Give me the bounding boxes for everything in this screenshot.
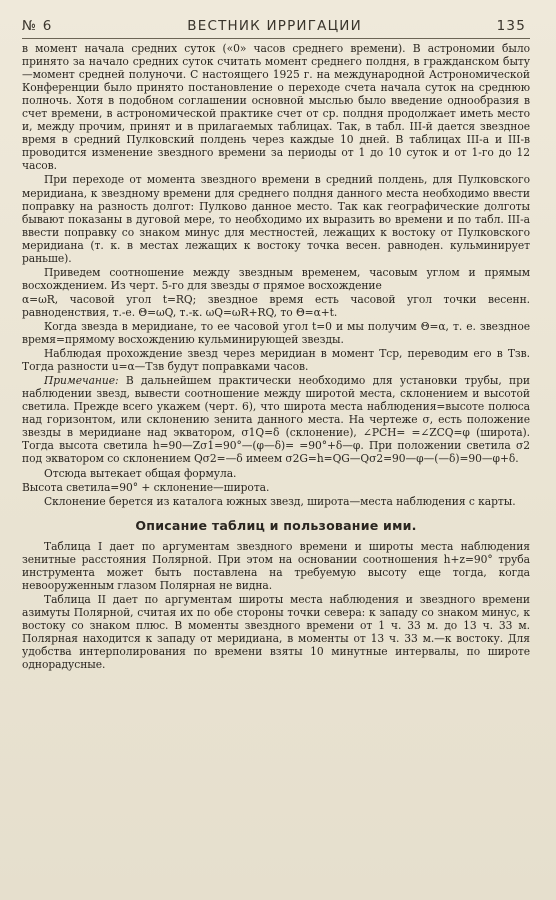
note-label: Примечание: — [44, 374, 119, 388]
running-head — [22, 18, 530, 36]
page-number: 135 — [496, 18, 526, 34]
note-text: В дальнейшем практически необходимо для установки трубы, при наблюдении звезд, вывести соотношение между широтой места, склонением и высотой светила. Прежде всего укажем (черт. 6), что широта места наблюдения=высоте полюса над горизонтом, или склонению зенита данного места. На чертеже σ, есть положение звезды в меридиане над экватором, σ1Q=δ (склонение), ∠PCH= =∠ZCQ=φ (широта). Тогда высота светила h=90—Zσ1=90°—(φ—δ)= =90°+δ—φ. При положении светила σ2 под экватором со склонением Qσ2=—δ имеем σ2G=h=QG—Qσ2=90—φ—(—δ)=90—φ+δ. — [22, 374, 530, 466]
formula-line: Высота светила=90° + склонение—широта. — [22, 480, 270, 494]
article-body — [22, 42, 530, 508]
paragraph-table-2: Таблица II дает по аргументам широты места наблюдения и звездного времени азимуты Полярной, считая их по обе стороны точки севера: к западу со знаком минус, к востоку со знаком плюс. В моменты звездного времени от 1 ч. 33 м. до 13 ч. 33 м. Полярная находится к западу от меридиана, в моменты от 13 ч. 33 м.—к востоку. Для удобства интерполирования по времени взяты 10 минутные интервалы, по широте однорадусные. — [22, 592, 530, 672]
header-rule — [22, 38, 530, 39]
paragraph-2: При переходе от момента звездного времени в средний полдень, для Пулковского меридиана, к звездному времени для среднего полдня данного места необходимо ввести поправку на разность долгот: Пулково данное место. Так как географические долготы бывают показаны в дуговой мере, то необходимо их выразить во времени и по табл. III-а ввести поправку со знаком минус для местностей, лежащих к востоку от Пулковского меридиана (т. к. в местах лежащих к востоку точка весен. равноден. кульминирует раньше). — [22, 173, 530, 265]
paragraph-4: α=ωR, часовой угол t=RQ; звездное время есть часовой угол точки весенн. равноденствия, т.-е. Θ=ωQ, т.-к. ωQ=ωR+RQ, то Θ=α+t. — [22, 292, 530, 319]
paragraph-3: Приведем соотношение между звездным временем, часовым углом и прямым восхождением. Из черт. 5-го для звезды σ прямое восхождение — [22, 265, 530, 292]
issue-number: № 6 — [22, 18, 53, 34]
paragraph-10: Склонение берется из каталога южных звезд, широта—места наблюдения с карты. — [44, 494, 516, 508]
paragraph-1: в момент начала средних суток («0» часов среднего времени). В астрономии было принято за начало средних суток считать момент среднего полдня, в гражданском быту—момент средней полуночи. С настоящего 1925 г. на международной Астрономической Конференции было принято постановление о переходе счета начала суток на среднюю полночь. Хотя в подобном соглашении основной мыслью было введение однообразия в счет времени, в астрономической практике счет от ср. полдня продолжает иметь место и, между прочим, принят и в прилагаемых таблицах. Так, в табл. III-й дается звездное время в средний Пулковский полдень через каждые 10 дней. В таблицах III-а и III-в проводится изменение звездного времени за периоды от 1 до 10 суток и от 1-го до 12 часов. — [22, 42, 530, 173]
journal-title: ВЕСТНИК ИРРИГАЦИИ — [187, 18, 362, 34]
paragraph-6: Наблюдая прохождение звезд через меридиан в момент Тср, переводим его в Тзв. Тогда разности u=α—Тзв будут поправками часов. — [22, 347, 530, 374]
section-title: Описание таблиц и пользование ими. — [135, 517, 417, 533]
paragraph-note — [22, 374, 530, 465]
paragraph-5: Когда звезда в меридиане, то ее часовой угол t=0 и мы получим Θ=α, т. е. звездное время=прямому восхождению кульминирующей звезды. — [22, 319, 530, 347]
paragraph-8: Отсюда вытекает общая формула. — [44, 466, 237, 480]
paragraph-table-1: Таблица I дает по аргументам звездного времени и широты места наблюдения зенитные расстояния Полярной. При этом на основании соотношения h+z=90° труба инструмента может быть поставлена на требуемую высоту еще тогда, когда невооруженным глазом Полярная не видна. — [22, 539, 530, 592]
section-body — [22, 540, 530, 671]
